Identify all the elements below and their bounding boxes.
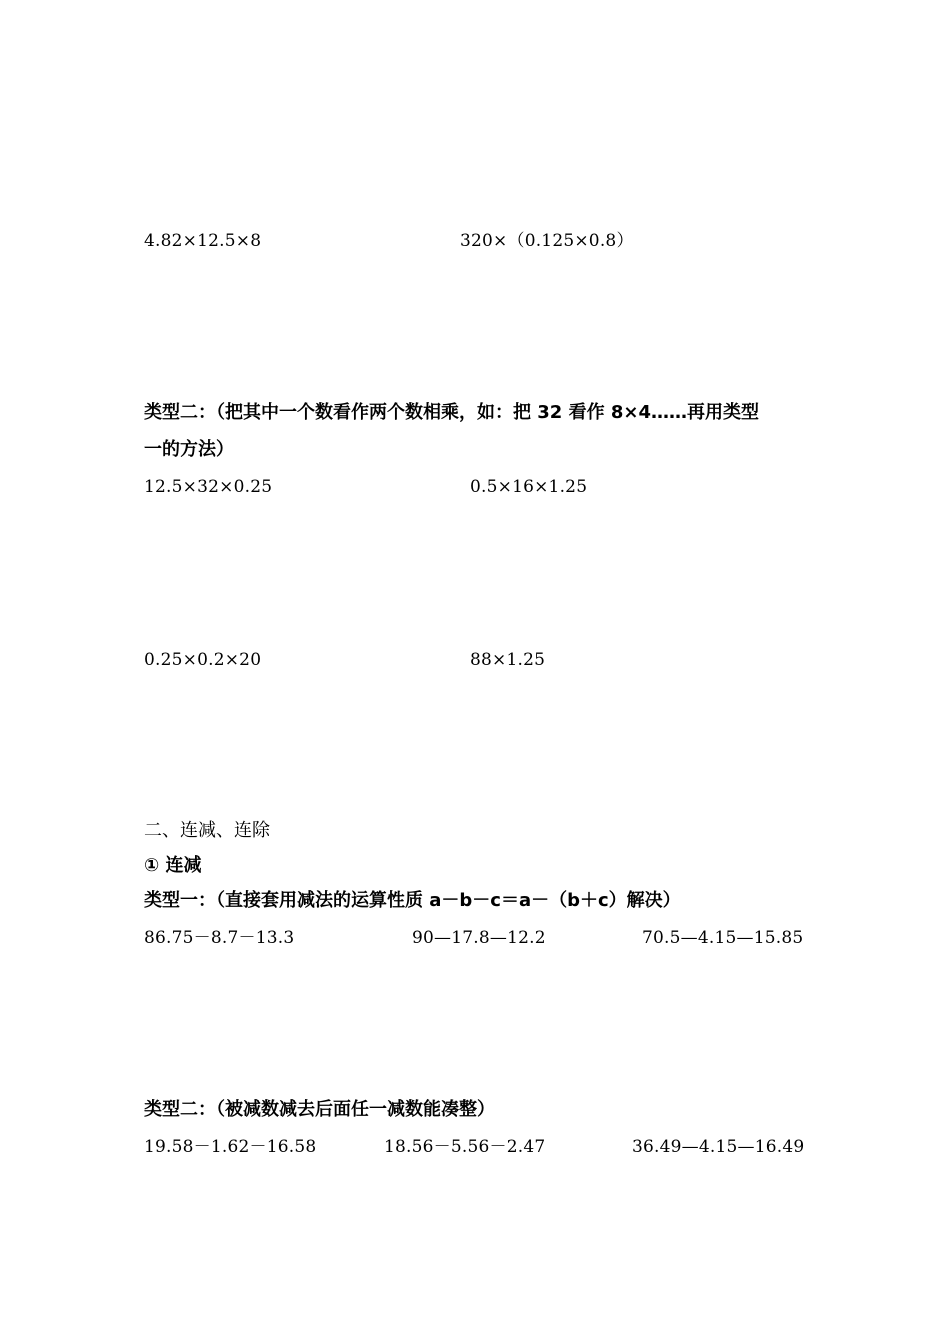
expression-19-58-minus: 19.58－1.62－16.58 xyxy=(144,1137,317,1157)
type2-heading-line1: 类型二：（把其中一个数看作两个数相乘，如：把 32 看作 8×4……再用类型 xyxy=(144,402,759,423)
section2-subtitle: ① 连减 xyxy=(144,855,202,876)
expression-12-5-times: 12.5×32×0.25 xyxy=(144,477,273,497)
expression-0-5-times: 0.5×16×1.25 xyxy=(470,477,588,497)
type2-heading-line2: 一的方法） xyxy=(144,439,234,460)
section2-type1-heading: 类型一：（直接套用减法的运算性质 a－b－c＝a－（b＋c）解决） xyxy=(144,890,681,911)
expression-0-25-times: 0.25×0.2×20 xyxy=(144,650,262,670)
expression-36-49-minus: 36.49—4.15—16.49 xyxy=(632,1137,805,1157)
section2-title: 二、连减、连除 xyxy=(144,820,270,841)
expression-320-times: 320×（0.125×0.8） xyxy=(460,231,634,251)
expression-88-times: 88×1.25 xyxy=(470,650,546,670)
expression-70-5-minus: 70.5—4.15—15.85 xyxy=(642,928,804,948)
section2-type2-heading: 类型二：（被减数减去后面任一减数能凑整） xyxy=(144,1099,495,1120)
expression-4-82-times: 4.82×12.5×8 xyxy=(144,231,262,251)
expression-18-56-minus: 18.56－5.56－2.47 xyxy=(384,1137,546,1157)
expression-86-75-minus: 86.75－8.7－13.3 xyxy=(144,928,295,948)
expression-90-minus: 90—17.8—12.2 xyxy=(412,928,546,948)
